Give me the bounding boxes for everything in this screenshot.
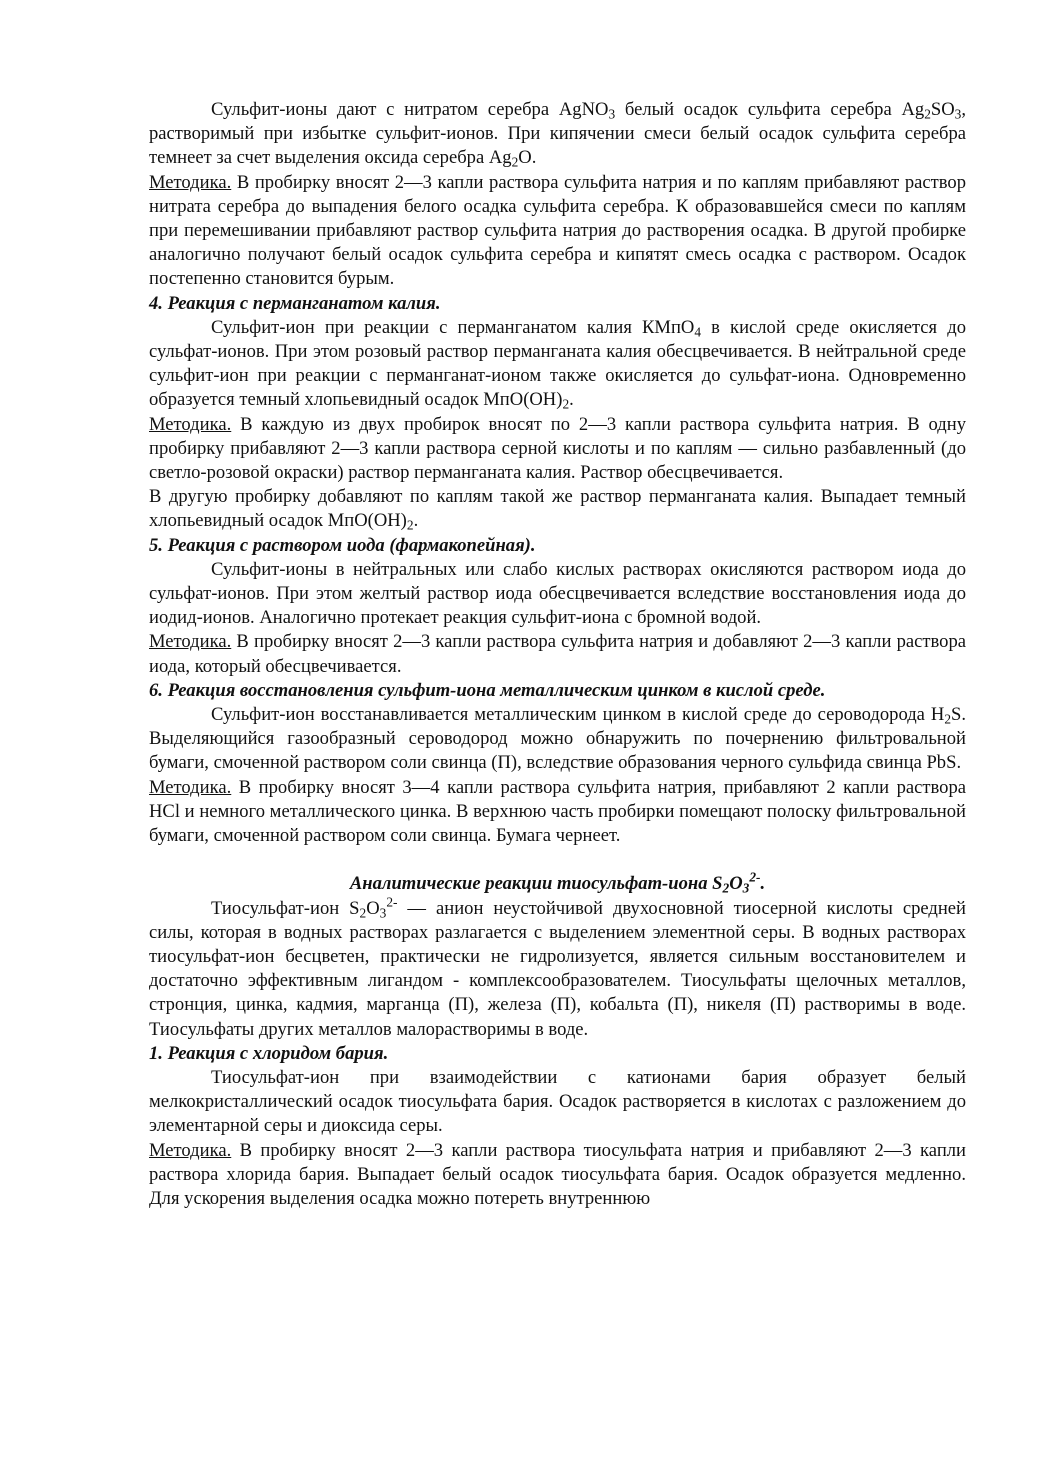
text-run: — анион неустойчивой двухосновной тиосерной кислоты средней силы, которая в водных растворах разлагается с выделением элементной серы. В водных растворах тиосульфат-ион бесцветен, практически не гидролизуется, является сильным восстановителем и достаточно эффективным лигандом - комплексообразователем. Тиосульфаты щелочных металлов, стронция, цинка, кадмия, марганца (П), железа (П), кобальта (П), никеля (П) растворимы в воде. Тиосульфаты других металлов малорастворимы в воде. xyxy=(149,897,966,1040)
text-run: Аналитические реакции тиосульфат-иона S xyxy=(349,873,723,895)
text-run: Сульфит-ион при реакции с перманганатом калия КМпО xyxy=(211,316,695,338)
text-run: Тиосульфат-ион S xyxy=(211,897,360,919)
method-label: Методика. xyxy=(149,171,232,193)
text-run: в кислой среде окисляется до сульфат-ионов. При этом розовый раствор перманганата калия обесцвечивается. В нейтральной среде сульфит-ион при реакции с перманганат-ионом также окисляется до сульфат-иона. Одновременно образуется темный хлопьевидный осадок МпО(ОН) xyxy=(149,316,966,411)
text-run: . xyxy=(569,389,574,411)
subscript: 3 xyxy=(608,106,616,122)
subscript: 2 xyxy=(562,397,570,413)
subscript: 3 xyxy=(379,905,387,921)
subscript: 3 xyxy=(742,881,750,897)
superscript: 2- xyxy=(749,869,761,885)
paragraph-zinc-reduction xyxy=(149,703,966,776)
text-run: Сульфит-ионы дают с нитратом серебра AgNO xyxy=(211,99,609,120)
text-run: O xyxy=(366,897,380,919)
superscript: 2- xyxy=(386,894,398,910)
text-run: , растворимый при избытке сульфит-ионов. При кипячении смеси белый осадок сульфита серебра темнеет за счет выделения оксида серебра Ag xyxy=(149,99,966,169)
heading-permanganate: 4. Реакция с перманганатом калия. xyxy=(149,292,441,314)
paragraph-permanganate xyxy=(149,316,966,413)
text-run: . xyxy=(760,873,766,895)
text-run: В другую пробирку добавляют по каплям такой же раствор перманганата калия. Выпадает темный хлопьевидный осадок МпО(ОН) xyxy=(149,486,966,532)
method-label: Методика. xyxy=(149,776,232,798)
method-label: Методика. xyxy=(149,1139,232,1161)
text-run: . xyxy=(413,510,419,532)
subscript: 3 xyxy=(954,106,962,122)
text-run: O xyxy=(729,873,743,895)
text-run: SO xyxy=(930,99,955,120)
method-text: В каждую из двух пробирок вносят по 2—3 капли раствора сульфита натрия. В одну пробирку прибавляют 2—3 капли раствора серной кислоты и по каплям — сильно разбавленный (до светло-розовой окраски) раствор перманганата калия. Раствор обесцвечивается. xyxy=(149,413,966,484)
subscript: 2 xyxy=(406,518,414,534)
heading-iodine: 5. Реакция с раствором иода (фармакопейная). xyxy=(149,534,536,556)
text-run: Сульфит-ион восстанавливается металлическим цинком в кислой среде до сероводорода H xyxy=(211,704,945,726)
heading-barium-chloride: 1. Реакция с хлоридом бария. xyxy=(149,1042,389,1064)
text-run: O. xyxy=(518,147,537,169)
paragraph-permanganate-second xyxy=(149,485,966,533)
subscript: 2 xyxy=(511,155,519,171)
subscript: 2 xyxy=(359,905,367,921)
method-label: Методика. xyxy=(149,413,232,435)
paragraph-thiosulfate-intro xyxy=(149,894,966,1042)
text-run: белый осадок сульфита серебра Ag xyxy=(615,99,925,120)
subscript: 4 xyxy=(694,324,702,340)
method-iodine xyxy=(149,630,966,678)
paragraph-barium-chloride: Тиосульфат-ион при взаимодействии с катионами бария образует белый мелкокристаллический осадок тиосульфата бария. Осадок растворяется в кислотах с разложением до элементарной серы и диоксида серы. xyxy=(149,1066,966,1137)
paragraph-silver-nitrate xyxy=(149,98,966,171)
method-text: В пробирку вносят 2—3 капли раствора тиосульфата натрия и прибавляют 2—3 капли раствора хлорида бария. Выпадает белый осадок тиосульфата бария. Осадок образуется медленно. Для ускорения выделения осадка можно потереть внутреннюю xyxy=(149,1139,966,1209)
document-page xyxy=(149,98,966,1211)
method-text: В пробирку вносят 2—3 капли раствора сульфита натрия и добавляют 2—3 капли раствора иода, который обесцвечивается. xyxy=(149,631,966,677)
method-zinc-reduction xyxy=(149,776,966,849)
subscript: 2 xyxy=(722,881,730,897)
subscript: 2 xyxy=(924,106,931,122)
section-gap xyxy=(149,848,966,872)
method-text: В пробирку вносят 2—3 капли раствора сульфита натрия и по каплям прибавляют раствор нитрата серебра до выпадения белого осадка сульфита серебра. К образовавшейся смеси по каплям при перемешивании прибавляют раствор сульфита натрия до растворения осадка. В другой пробирке аналогично получают белый осадок сульфита серебра и кипятят смесь осадка с раствором. Осадок постепенно становится бурым. xyxy=(149,171,966,290)
text-run: S. Выделяющийся газообразный сероводород можно обнаружить по почернению фильтровальной бумаги, смоченной раствором соли свинца (П), вследствие образования черного сульфида свинца PbS. xyxy=(149,704,966,774)
heading-zinc-reduction: 6. Реакция восстановления сульфит-иона металлическим цинком в кислой среде. xyxy=(149,679,826,701)
paragraph-iodine: Сульфит-ионы в нейтральных или слабо кислых растворах окисляются раствором иода до сульфат-ионов. При этом желтый раствор иода обесцвечивается вследствие восстановления иода до иодид-ионов. Аналогично протекает реакция сульфит-иона с бромной водой. xyxy=(149,558,966,629)
method-barium-chloride xyxy=(149,1139,966,1212)
section-title-thiosulfate xyxy=(149,869,966,897)
method-text: В пробирку вносят 3—4 капли раствора сульфита натрия, прибавляют 2 капли раствора HCl и немного металлического цинка. В верхнюю часть пробирки помещают полоску фильтровальной бумаги, смоченной раствором соли свинца. Бумага чернеет. xyxy=(149,776,966,847)
method-silver-nitrate xyxy=(149,171,966,292)
method-permanganate xyxy=(149,413,966,486)
subscript: 2 xyxy=(944,711,951,727)
method-label: Методика. xyxy=(149,631,232,653)
